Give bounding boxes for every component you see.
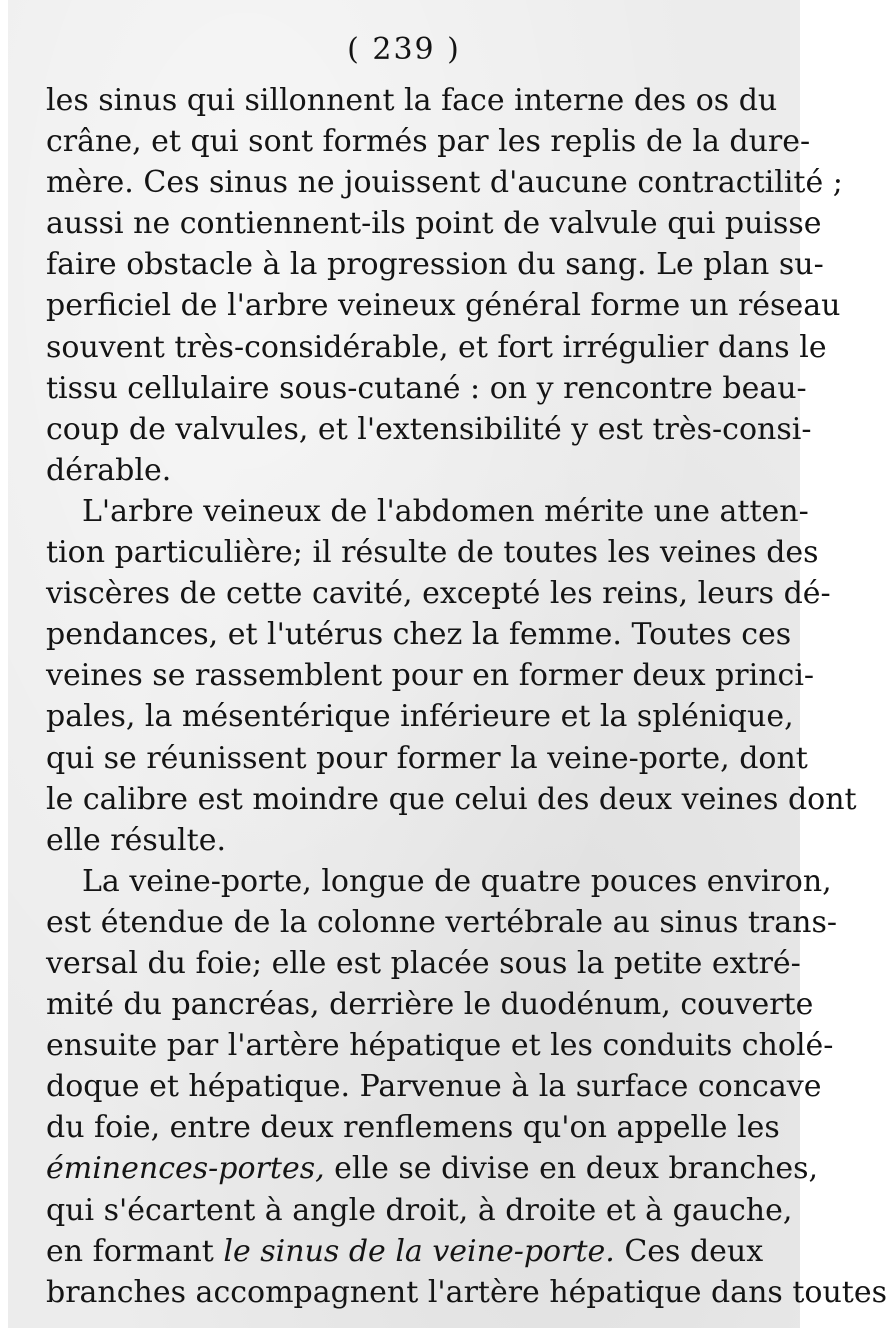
text-line-with-italic [46,1148,819,1189]
text-line: qui se réunissent pour former la veine-porte, dont [46,740,808,776]
text-line: mité du pancréas, derrière le duodénum, couverte [46,987,814,1023]
text-line: mère. Ces sinus ne jouissent d'aucune contractilité ; [46,165,843,201]
book-page [8,0,887,1328]
text-line: faire obstacle à la progression du sang. Le plan su- [46,247,824,283]
page-number: ( 239 ) [347,32,461,67]
text-line: est étendue de la colonne vertébrale au sinus trans- [46,904,838,940]
italic-term: éminences-portes, [46,1151,325,1187]
text-line: perficiel de l'arbre veineux général forme un réseau [46,288,841,324]
text-line: doque et hépatique. Parvenue à la surface concave [46,1069,822,1105]
text-line: coup de valvules, et l'extensibilité y est très-consi- [46,411,812,447]
text-span: Ces deux [614,1233,764,1269]
text-span: elle se divise en deux branches, [324,1151,819,1187]
text-line: du foie, entre deux renflemens qu'on appelle les [46,1110,780,1146]
text-line: branches accompagnent l'artère hépatique dans toutes [46,1274,887,1310]
text-line: dérable. [46,452,172,488]
text-line: qui s'écartent à angle droit, à droite et à gauche, [46,1192,793,1228]
text-line: viscères de cette cavité, excepté les reins, leurs dé- [46,576,831,612]
text-line: souvent très-considérable, et fort irrégulier dans le [46,329,827,365]
text-line: pendances, et l'utérus chez la femme. Toutes ces [46,617,792,653]
text-line: aussi ne contiennent-ils point de valvule qui puisse [46,206,822,242]
text-line: les sinus qui sillonnent la face interne des os du [46,83,778,118]
italic-term: le sinus de la veine-porte. [223,1233,615,1269]
text-line: versal du foie; elle est placée sous la petite extré- [46,945,801,981]
text-line: crâne, et qui sont formés par les replis de la dure- [46,124,811,160]
text-line: ensuite par l'artère hépatique et les conduits cholé- [46,1028,834,1064]
text-line: tion particulière; il résulte de toutes les veines des [46,535,819,571]
paragraph-start-line: La veine-porte, longue de quatre pouces environ, [82,863,832,899]
text-line: elle résulte. [46,822,226,858]
text-line: veines se rassemblent pour en former deux princi- [46,658,815,694]
text-line: tissu cellulaire sous-cutané : on y rencontre beau- [46,370,807,406]
text-line-with-italic [46,1231,764,1272]
text-line: le calibre est moindre que celui des deux veines dont [46,781,857,817]
text-span: en formant [46,1233,224,1269]
body-text [46,80,887,1313]
text-line: pales, la mésentérique inférieure et la splénique, [46,699,794,735]
paragraph-start-line: L'arbre veineux de l'abdomen mérite une atten- [82,493,809,529]
